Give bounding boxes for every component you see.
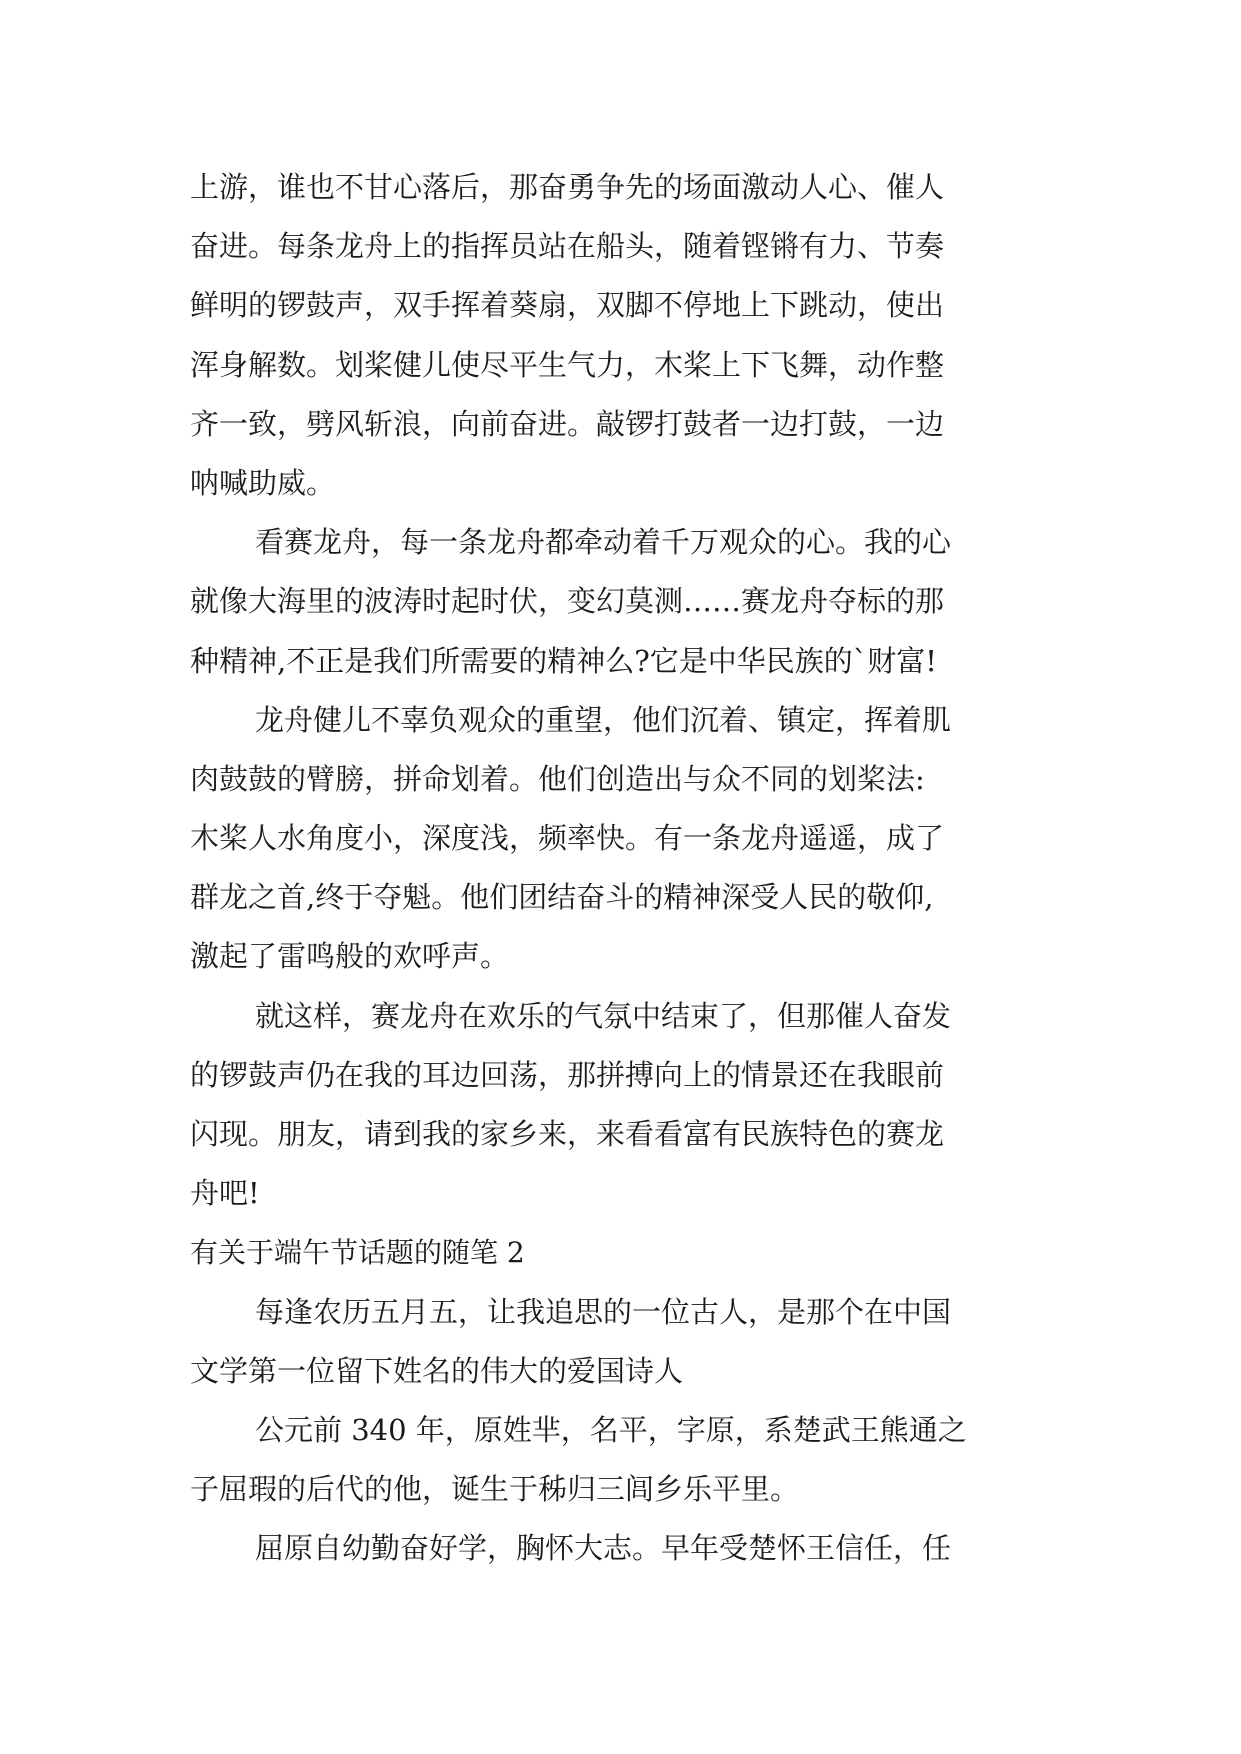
text-line: 呐喊助威。 [190, 465, 336, 500]
text-line: 舟吧! [190, 1176, 260, 1211]
text-line: 鲜明的锣鼓声，双手挥着葵扇，双脚不停地上下跳动，使出 [190, 288, 945, 323]
document-body [190, 158, 1070, 1579]
text-line: 公元前 340 年，原姓芈，名平，字原，系楚武王熊通之 [255, 1412, 967, 1447]
section-heading: 有关于端午节话题的随笔 2 [190, 1236, 525, 1270]
text-line: 的锣鼓声仍在我的耳边回荡，那拼搏向上的情景还在我眼前 [190, 1057, 945, 1092]
text-line: 文学第一位留下姓名的伟大的爱国诗人 [190, 1353, 684, 1388]
text-line: 就像大海里的波涛时起时伏，变幻莫测……赛龙舟夺标的那 [190, 584, 945, 619]
text-line: 闪现。朋友，请到我的家乡来，来看看富有民族特色的赛龙 [190, 1117, 945, 1151]
text-line: 就这样，赛龙舟在欢乐的气氛中结束了，但那催人奋发 [255, 998, 952, 1033]
text-line: 浑身解数。划桨健儿使尽平生气力，木桨上下飞舞，动作整 [190, 347, 945, 382]
text-line: 看赛龙舟，每一条龙舟都牵动着千万观众的心。我的心 [255, 525, 952, 560]
text-line: 种精神,不正是我们所需要的精神么?它是中华民族的`财富! [190, 643, 937, 678]
text-line: 奋进。每条龙舟上的指挥员站在船头，随着铿锵有力、节奏 [190, 229, 945, 264]
text-line: 屈原自幼勤奋好学，胸怀大志。早年受楚怀王信任，任 [255, 1531, 952, 1566]
text-line: 每逢农历五月五，让我追思的一位古人，是那个在中国 [255, 1294, 952, 1329]
text-line: 子屈瑕的后代的他，诞生于秭归三闾乡乐平里。 [190, 1472, 800, 1507]
text-line: 激起了雷鸣般的欢呼声。 [190, 939, 510, 974]
text-line: 木桨人水角度小，深度浅，频率快。有一条龙舟遥遥，成了 [190, 821, 945, 856]
text-line: 群龙之首,终于夺魁。他们团结奋斗的精神深受人民的敬仰, [190, 880, 934, 915]
text-line: 上游，谁也不甘心落后，那奋勇争先的场面激动人心、催人 [190, 170, 945, 204]
text-line: 齐一致，劈风斩浪，向前奋进。敲锣打鼓者一边打鼓，一边 [190, 406, 945, 441]
text-line: 龙舟健儿不辜负观众的重望，他们沉着、镇定，挥着肌 [255, 702, 952, 737]
text-line: 肉鼓鼓的臂膀，拼命划着。他们创造出与众不同的划桨法: [190, 761, 925, 796]
